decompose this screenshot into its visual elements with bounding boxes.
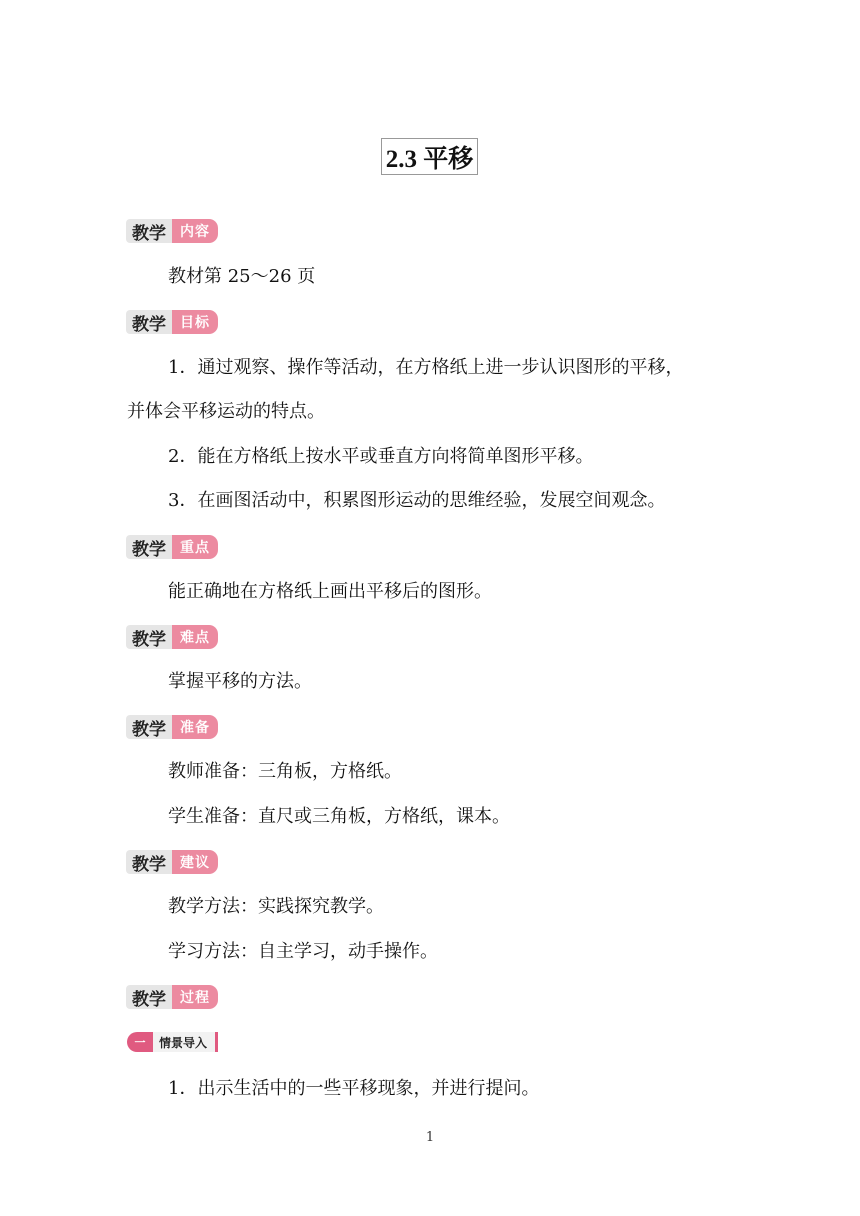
label-teaching-goals (126, 310, 218, 334)
section-number: 一 (127, 1032, 153, 1052)
section-heading-intro (127, 1032, 218, 1052)
label-prefix: 教学 (126, 535, 172, 559)
label-prefix: 教学 (126, 625, 172, 649)
label-suffix: 内容 (172, 219, 218, 243)
label-prefix: 教学 (126, 985, 172, 1009)
goal-3: 3．在画图活动中，积累图形运动的思维经验，发展空间观念。 (168, 490, 666, 511)
prep-student: 学生准备：直尺或三角板，方格纸，课本。 (168, 806, 510, 827)
label-suffix: 重点 (172, 535, 218, 559)
key-text: 能正确地在方格纸上画出平移后的图形。 (168, 581, 492, 602)
label-suffix: 准备 (172, 715, 218, 739)
advice-learning-method: 学习方法：自主学习，动手操作。 (168, 941, 438, 962)
label-suffix: 过程 (172, 985, 218, 1009)
label-prefix: 教学 (126, 715, 172, 739)
advice-teaching-method: 教学方法：实践探究教学。 (168, 896, 384, 917)
label-teaching-process (126, 985, 218, 1009)
label-teaching-content (126, 219, 218, 243)
label-prefix: 教学 (126, 310, 172, 334)
label-suffix: 目标 (172, 310, 218, 334)
goal-1-line-2: 并体会平移运动的特点。 (127, 401, 325, 422)
process-step-1: 1．出示生活中的一些平移现象，并进行提问。 (168, 1078, 540, 1099)
content-text: 教材第 25～26 页 (168, 266, 316, 287)
label-suffix: 难点 (172, 625, 218, 649)
prep-teacher: 教师准备：三角板，方格纸。 (168, 761, 402, 782)
label-teaching-advice (126, 850, 218, 874)
goal-2: 2．能在方格纸上按水平或垂直方向将简单图形平移。 (168, 446, 594, 467)
label-teaching-key (126, 535, 218, 559)
label-prefix: 教学 (126, 850, 172, 874)
page-title: 2.3 平移 (381, 138, 478, 175)
difficult-text: 掌握平移的方法。 (168, 671, 312, 692)
label-teaching-prep (126, 715, 218, 739)
goal-1-line-1: 1．通过观察、操作等活动，在方格纸上进一步认识图形的平移， (168, 357, 684, 378)
label-teaching-difficult (126, 625, 218, 649)
label-suffix: 建议 (172, 850, 218, 874)
page-number: 1 (425, 1130, 435, 1145)
section-label: 情景导入 (153, 1032, 218, 1052)
label-prefix: 教学 (126, 219, 172, 243)
